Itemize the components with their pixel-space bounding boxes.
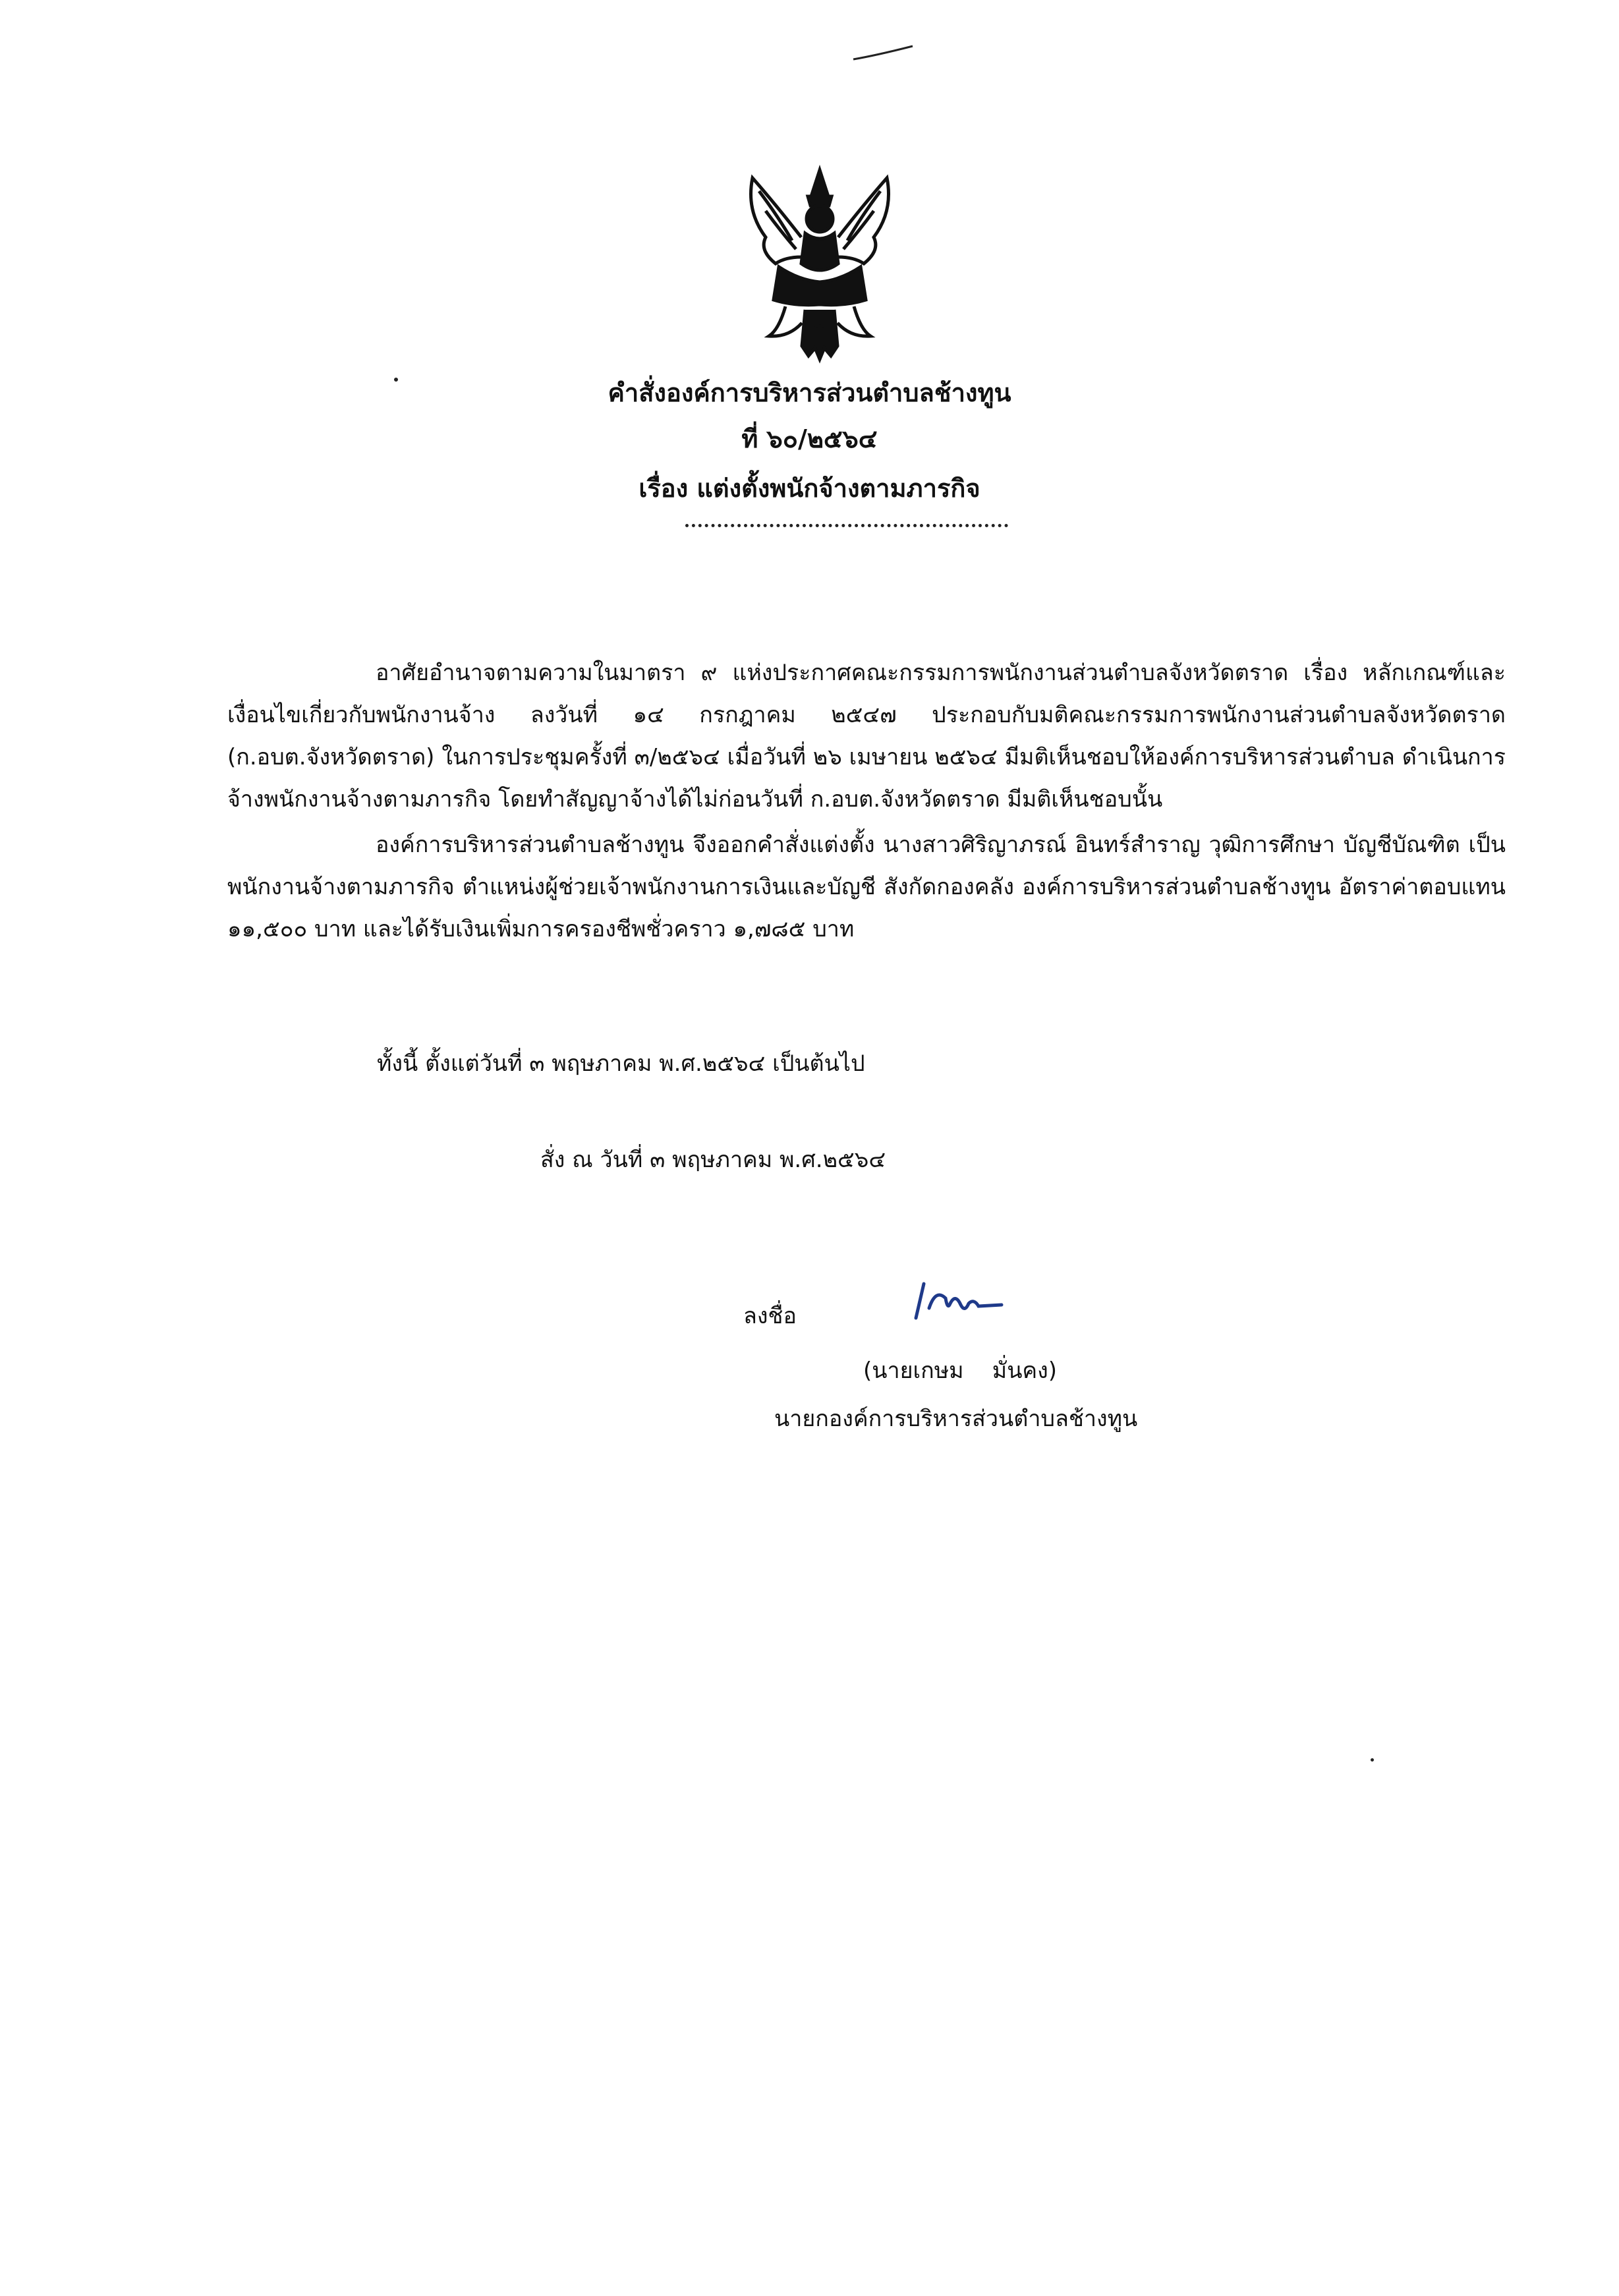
order-subject: เรื่อง แต่งตั้งพนักจ้างตามภารกิจ [639, 474, 980, 503]
paragraph-authority [227, 610, 1506, 820]
paragraph-appointment [227, 824, 1506, 950]
dotted-divider [685, 524, 1008, 527]
effective-date: ทั้งนี้ ตั้งแต่วันที่ ๓ พฤษภาคม พ.ศ.๒๕๖๔ เป็นต้นไป [377, 1050, 865, 1077]
scan-speck [1371, 1758, 1374, 1762]
order-number: ที่ ๖๐/๒๕๖๔ [741, 424, 878, 453]
order-date: สั่ง ณ วันที่ ๓ พฤษภาคม พ.ศ.๒๕๖๔ [540, 1147, 886, 1173]
handwritten-signature [909, 1272, 1008, 1331]
order-title: คำสั่งองค์การบริหารส่วนตำบลช้างทูน [608, 378, 1011, 407]
scan-speck [394, 378, 398, 382]
signature-label: ลงชื่อ [743, 1303, 797, 1329]
paragraph-appointment-text: องค์การบริหารส่วนตำบลช้างทูน จึงออกคำสั่งแต่งตั้ง นางสาวศิริญาภรณ์ อินทร์สำราญ วุฒิการศึกษา บัญชีบัณฑิต เป็นพนักงานจ้างตามภารกิจ ตำแหน่งผู้ช่วยเจ้าพนักงานการเงินและบัญชี สังกัดกองคลัง องค์การบริหารส่วนตำบลช้างทูน อัตราค่าตอบแทน ๑๑,๕๐๐ บาท และได้รับเงินเพิ่มการครองชีพชั่วคราว ๑,๗๘๕ บาท [227, 832, 1506, 942]
garuda-emblem-icon [739, 165, 901, 369]
signatory-name: (นายเกษม มั่นคง) [863, 1358, 1058, 1384]
paragraph-authority-text: อาศัยอำนาจตามความในมาตรา ๙ แห่งประกาศคณะกรรมการพนักงานส่วนตำบลจังหวัดตราด เรื่อง หลักเกณฑ์และเงื่อนไขเกี่ยวกับพนักงานจ้าง ลงวันที่ ๑๔ กรกฎาคม ๒๕๔๗ ประกอบกับมติคณะกรรมการพนักงานส่วนตำบลจังหวัดตราด (ก.อบต.จังหวัดตราด) ในการประชุมครั้งที่ ๓/๒๕๖๔ เมื่อวันที่ ๒๖ เมษายน ๒๕๖๔ มีมติเห็นชอบให้องค์การบริหารส่วนตำบล ดำเนินการจ้างพนักงานจ้างตามภารกิจ โดยทำสัญญาจ้างได้ไม่ก่อนวันที่ ก.อบต.จังหวัดตราด มีมติเห็นชอบนั้น [227, 660, 1506, 813]
scan-mark [850, 41, 916, 67]
signatory-position: นายกองค์การบริหารส่วนตำบลช้างทูน [774, 1406, 1138, 1432]
